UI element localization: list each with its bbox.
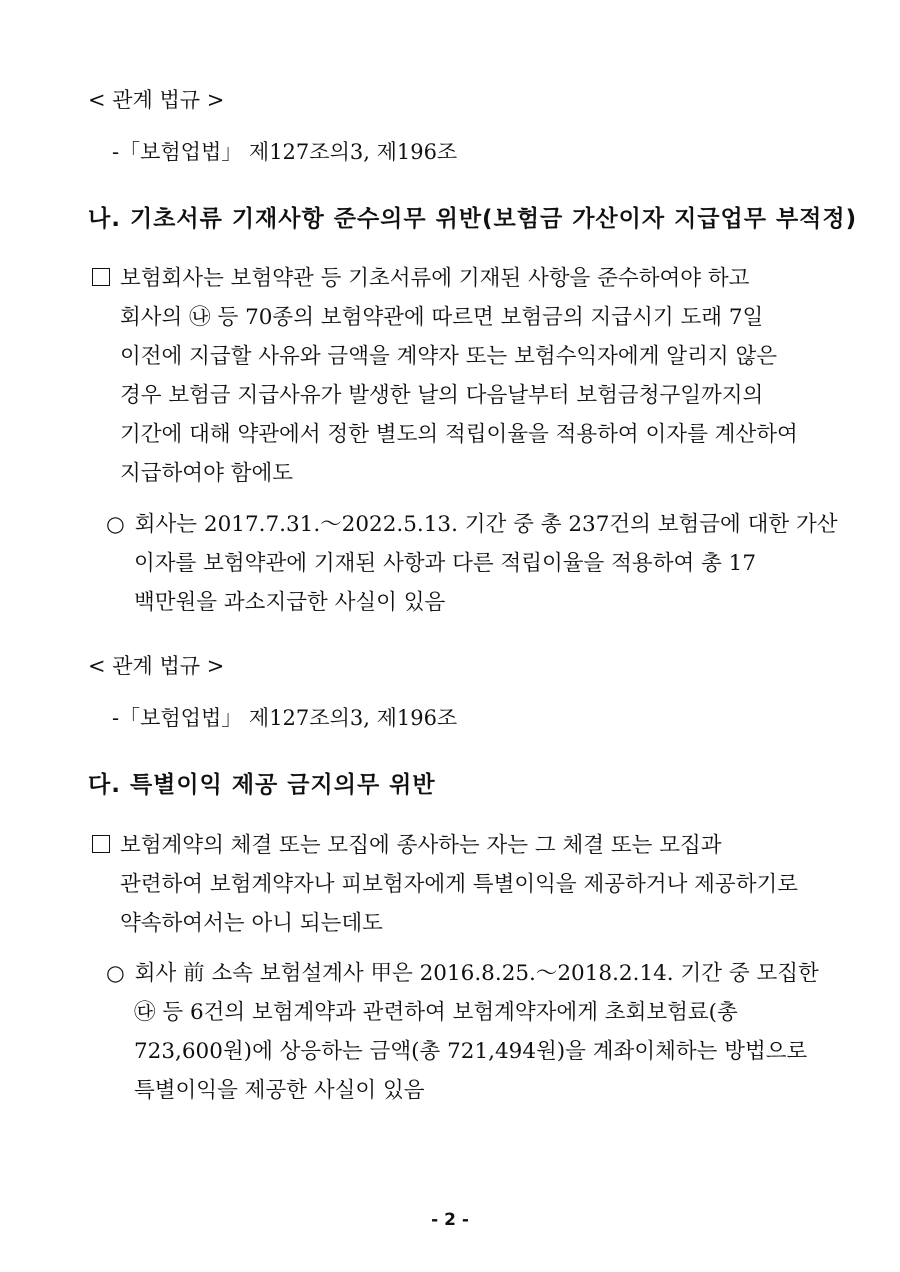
square-bullet-icon xyxy=(92,835,110,853)
box-line: 보험회사는 보험약관 등 기초서류에 기재된 사항을 준수하여야 하고 xyxy=(92,259,837,298)
section-da-box-paragraph xyxy=(92,826,837,943)
circle-line: 백만원을 과소지급한 사실이 있음 xyxy=(134,590,446,615)
section-da-circle-paragraph xyxy=(106,954,841,1110)
box-line: 경우 보험금 지급사유가 발생한 날의 다음날부터 보험금청구일까지의 xyxy=(120,383,764,408)
circle-bullet-icon: ○ xyxy=(106,512,125,537)
section-title-da: 다. 특별이익 제공 금지의무 위반 xyxy=(88,772,436,798)
box-line: 관련하여 보험계약자나 피보험자에게 특별이익을 제공하거나 제공하기로 xyxy=(120,872,799,897)
law-heading-1: < 관계 법규 > xyxy=(88,88,225,112)
square-bullet-icon xyxy=(92,268,110,286)
circle-line: ○ 회사는 2017.7.31.～2022.5.13. 기간 중 총 237건의 보험금에 대한 가산 xyxy=(106,505,841,544)
circle-line: ○ 회사 前 소속 보험설계사 甲은 2016.8.25.～2018.2.14. 기간 중 모집한 xyxy=(106,954,841,993)
law-item-2: -「보험업법」 제127조의3, 제196조 xyxy=(112,706,458,730)
circle-line: ㉰ 등 6건의 보험계약과 관련하여 보험계약자에게 초회보험료(총 xyxy=(134,1000,738,1025)
law-heading-2: < 관계 법규 > xyxy=(88,654,225,678)
circle-bullet-icon: ○ xyxy=(106,961,125,986)
box-line: 약속하여서는 아니 되는데도 xyxy=(120,911,383,936)
circle-line: 특별이익을 제공한 사실이 있음 xyxy=(134,1078,425,1103)
circle-line: 이자를 보험약관에 기재된 사항과 다른 적립이율을 적용하여 총 17 xyxy=(134,551,757,576)
box-line: 보험계약의 체결 또는 모집에 종사하는 자는 그 체결 또는 모집과 xyxy=(92,826,837,865)
section-na-circle-paragraph xyxy=(106,505,841,622)
page-number: - 2 - xyxy=(431,1210,469,1230)
circle-line: 723,600원)에 상응하는 금액(총 721,494원)을 계좌이체하는 방법으로 xyxy=(134,1039,808,1064)
box-line: 이전에 지급할 사유와 금액을 계약자 또는 보험수익자에게 알리지 않은 xyxy=(120,344,777,369)
section-na-box-paragraph xyxy=(92,259,837,493)
box-line: 회사의 ㉯ 등 70종의 보험약관에 따르면 보험금의 지급시기 도래 7일 xyxy=(120,305,764,330)
box-line: 기간에 대해 약관에서 정한 별도의 적립이율을 적용하여 이자를 계산하여 xyxy=(120,422,798,447)
law-item-1: -「보험업법」 제127조의3, 제196조 xyxy=(112,140,458,164)
section-title-na: 나. 기초서류 기재사항 준수의무 위반(보험금 가산이자 지급업무 부적정) xyxy=(88,206,858,232)
box-line: 지급하여야 함에도 xyxy=(120,461,293,486)
